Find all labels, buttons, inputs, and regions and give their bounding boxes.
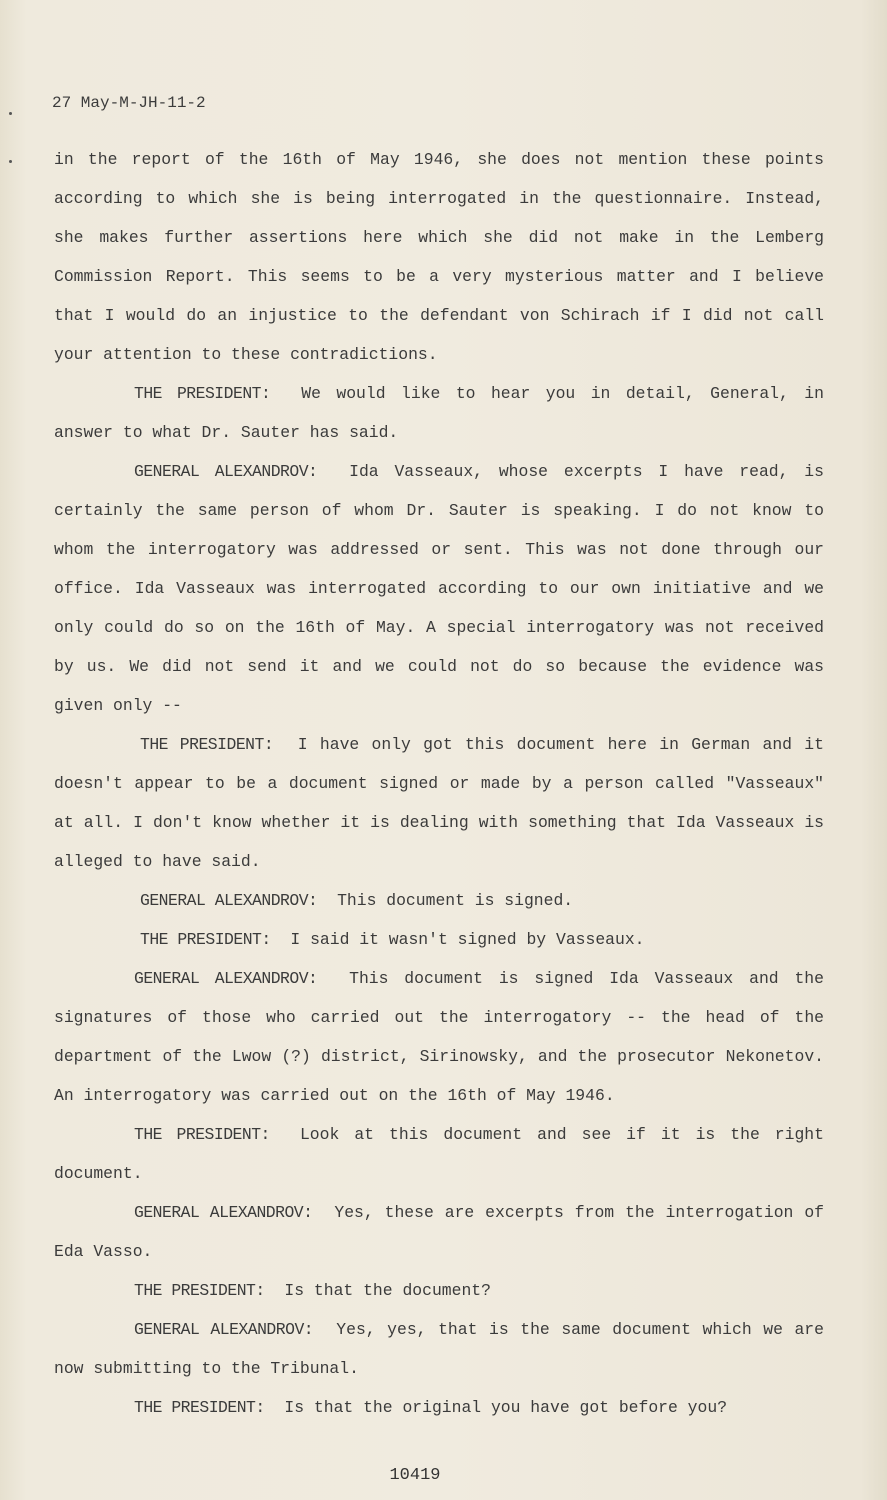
paragraph: THE PRESIDENT: Is that the document? bbox=[134, 1281, 491, 1300]
paragraph: GENERAL ALEXANDROV: Ida Vasseaux, whose excerpts I have read, is certainly the same person of whom Dr. Sauter is speaking. I do not know to whom the interrogatory was addressed or sent. This was not done through our office. Ida Vasseaux was interrogated according to our own initiative and we only could do so on the 16th of May. A special interrogatory was not received by us. We did not send it and we could not do so because the evidence was given only -- bbox=[54, 462, 824, 715]
transcript-body bbox=[54, 140, 824, 1427]
paragraph: THE PRESIDENT: Is that the original you have got before you? bbox=[134, 1398, 728, 1417]
margin-mark bbox=[9, 112, 12, 115]
speaker-label: THE PRESIDENT: bbox=[140, 930, 271, 949]
paragraph: THE PRESIDENT: I said it wasn't signed by Vasseaux. bbox=[140, 930, 645, 949]
paragraph: THE PRESIDENT: I have only got this document here in German and it doesn't appear to be a document signed or made by a person called "Vasseaux" at all. I don't know whether it is dealing with something that Ida Vasseaux is alleged to have said. bbox=[54, 735, 824, 871]
speaker-label: THE PRESIDENT: bbox=[134, 1125, 270, 1144]
paragraph: GENERAL ALEXANDROV: Yes, these are excerpts from the interrogation of Eda Vasso. bbox=[54, 1203, 824, 1261]
page-number: 10419 bbox=[389, 1466, 441, 1485]
paragraph: THE PRESIDENT: Look at this document and see if it is the right document. bbox=[54, 1125, 824, 1183]
paragraph: GENERAL ALEXANDROV: This document is signed. bbox=[140, 891, 574, 910]
speaker-label: GENERAL ALEXANDROV: bbox=[134, 969, 318, 988]
speaker-label: THE PRESIDENT: bbox=[134, 1398, 265, 1417]
paragraph: THE PRESIDENT: We would like to hear you in detail, General, in answer to what Dr. Sauter has said. bbox=[54, 384, 824, 442]
paragraph: GENERAL ALEXANDROV: Yes, yes, that is the same document which we are now submitting to the Tribunal. bbox=[54, 1320, 824, 1378]
paragraph: GENERAL ALEXANDROV: This document is signed Ida Vasseaux and the signatures of those who carried out the interrogatory -- the head of the department of the Lwow (?) district, Sirinowsky, and the prosecutor Nekonetov. An interrogatory was carried out on the 16th of May 1946. bbox=[54, 969, 824, 1105]
speaker-label: GENERAL ALEXANDROV: bbox=[140, 891, 318, 910]
paragraph: in the report of the 16th of May 1946, she does not mention these points according to which she is being interrogated in the questionnaire. Instead, she makes further assertions here which she did not make in the Lemberg Commission Report. This seems to be a very mysterious matter and I believe that I would do an injustice to the defendant von Schirach if I did not call your attention to these contradictions. bbox=[54, 150, 824, 364]
speaker-label: GENERAL ALEXANDROV: bbox=[134, 1320, 314, 1339]
speaker-label: THE PRESIDENT: bbox=[134, 384, 271, 403]
speaker-label: THE PRESIDENT: bbox=[140, 735, 274, 754]
page-header: 27 May-M-JH-11-2 bbox=[52, 94, 206, 112]
speaker-label: GENERAL ALEXANDROV: bbox=[134, 462, 318, 481]
speaker-label: THE PRESIDENT: bbox=[134, 1281, 265, 1300]
speaker-label: GENERAL ALEXANDROV: bbox=[134, 1203, 313, 1222]
margin-mark bbox=[9, 160, 12, 163]
